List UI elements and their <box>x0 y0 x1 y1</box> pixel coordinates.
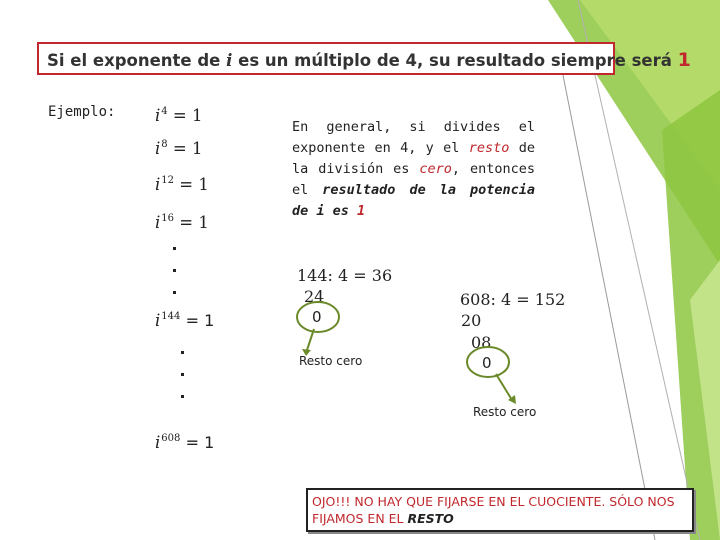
division2-remainder: 0 <box>482 354 492 372</box>
power-i12: $i^{12} = 1$ <box>155 175 209 194</box>
power-i608: $i^{608} = 1$ <box>155 433 215 452</box>
note-text: OJO!!! NO HAY QUE FIJARSE EN EL CUOCIENTE. SÓLO NOS FIJAMOS EN EL RESTO <box>312 494 675 526</box>
division1-remainder: 0 <box>312 308 322 326</box>
ellipsis-dot <box>173 269 176 272</box>
ellipsis-dot <box>181 395 184 398</box>
power-i4: $i^4 = 1$ <box>155 106 203 125</box>
note-box <box>306 488 694 532</box>
title-text: Si el exponente de i es un múltiplo de 4, su resultado siempre será 1 <box>47 49 691 71</box>
title-box <box>37 42 691 75</box>
ellipsis-dot <box>181 351 184 354</box>
power-i16: $i^{16} = 1$ <box>155 213 209 232</box>
division2-subtraction1: 20 <box>461 311 482 330</box>
power-i8: $i^8 = 1$ <box>155 139 203 158</box>
division2-expression: 608: 4 = 152 <box>460 290 566 309</box>
division1-label: Resto cero <box>299 354 363 368</box>
division1-subtraction: 24 <box>304 287 325 306</box>
power-i144: $i^{144} = 1$ <box>155 311 215 330</box>
division1-arrow <box>300 327 324 357</box>
ellipsis-dot <box>173 291 176 294</box>
division2-subtraction2: 08 <box>471 333 492 352</box>
ellipsis-dot <box>181 373 184 376</box>
division2-label: Resto cero <box>473 405 537 419</box>
example-label: Ejemplo: <box>48 104 116 120</box>
division1-expression: 144: 4 = 36 <box>297 266 393 285</box>
explanation-paragraph: En general, si divides el exponente en 4, y el resto de la división es cero, entonces el resultado de la potencia de i es 1 <box>292 119 536 219</box>
ellipsis-dot <box>173 247 176 250</box>
division2-arrow <box>492 372 522 406</box>
